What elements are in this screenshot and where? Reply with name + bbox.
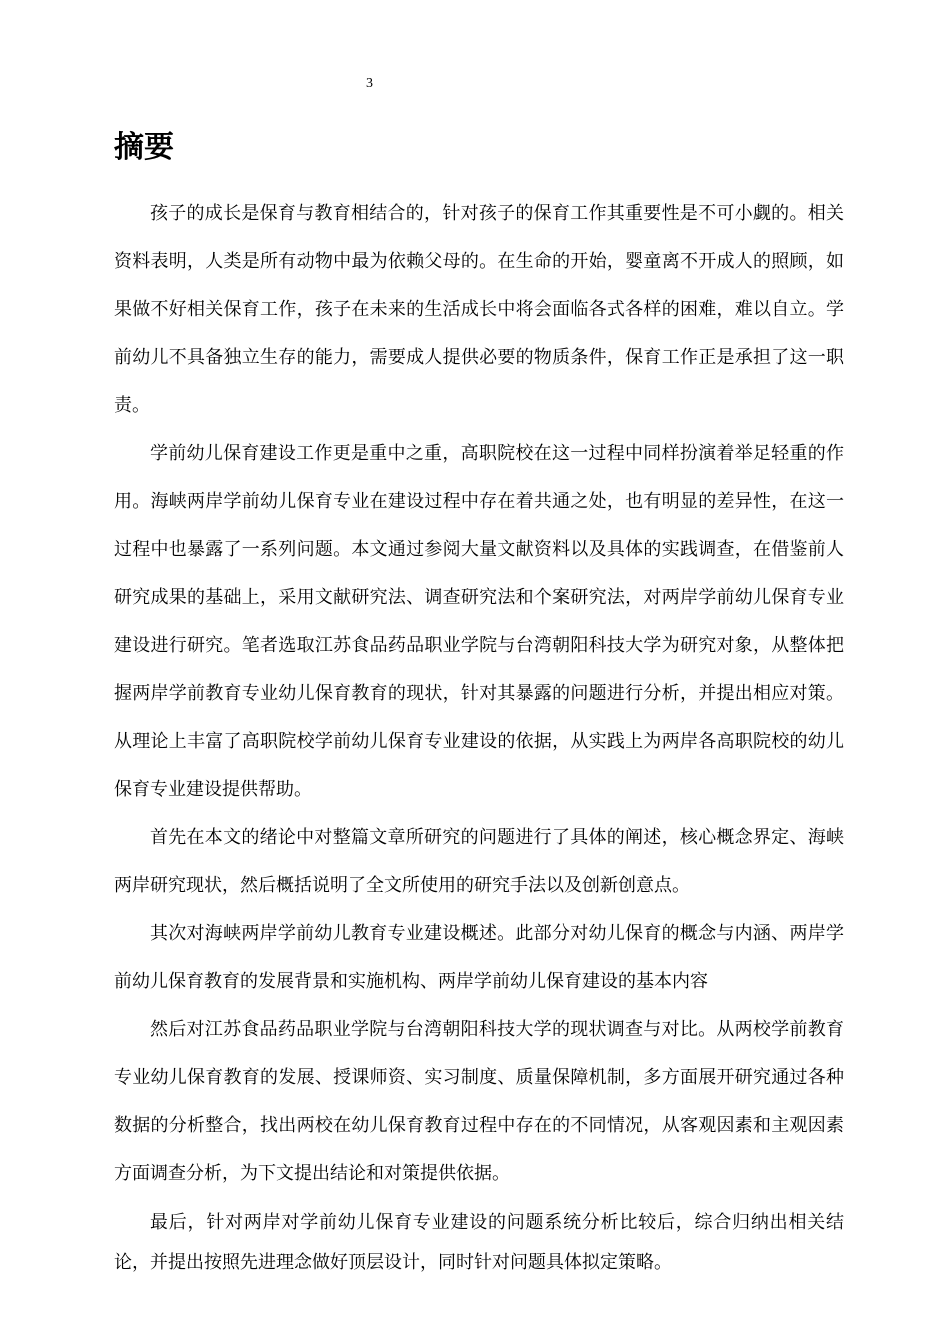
- paragraph-6: 最后，针对两岸对学前幼儿保育专业建设的问题系统分析比较后，综合归纳出相关结论，并提出按照先进理念做好顶层设计，同时针对问题具体拟定策略。: [114, 1212, 844, 1273]
- page-number: 3: [366, 76, 373, 91]
- paragraph-4: 其次对海峡两岸学前幼儿教育专业建设概述。此部分对幼儿保育的概念与内涵、两岸学前幼儿保育教育的发展背景和实施机构、两岸学前幼儿保育建设的基本内容: [114, 923, 844, 992]
- paragraph-1: 孩子的成长是保育与教育相结合的，针对孩子的保育工作其重要性是不可小觑的。相关资料表明，人类是所有动物中最为依赖父母的。在生命的开始，婴童离不开成人的照顾，如果做不好相关保育工作，孩子在未来的生活成长中将会面临各式各样的困难，难以自立。学前幼儿不具备独立生存的能力，需要成人提供必要的物质条件，保育工作正是承担了这一职责。: [114, 203, 844, 416]
- paragraph-2: 学前幼儿保育建设工作更是重中之重，高职院校在这一过程中同样扮演着举足轻重的作用。海峡两岸学前幼儿保育专业在建设过程中存在着共通之处，也有明显的差异性，在这一过程中也暴露了一系列问题。本文通过参阅大量文献资料以及具体的实践调查，在借鉴前人研究成果的基础上，采用文献研究法、调查研究法和个案研究法，对两岸学前幼儿保育专业建设进行研究。笔者选取江苏食品药品职业学院与台湾朝阳科技大学为研究对象，从整体把握两岸学前教育专业幼儿保育教育的现状，针对其暴露的问题进行分析，并提出相应对策。从理论上丰富了高职院校学前幼儿保育专业建设的依据，从实践上为两岸各高职院校的幼儿保育专业建设提供帮助。: [114, 443, 844, 800]
- paragraph-5: 然后对江苏食品药品职业学院与台湾朝阳科技大学的现状调查与对比。从两校学前教育专业幼儿保育教育的发展、授课师资、实习制度、质量保障机制，多方面展开研究通过各种数据的分析整合，找出两校在幼儿保育教育过程中存在的不同情况，从客观因素和主观因素方面调查分析，为下文提出结论和对策提供依据。: [114, 1019, 844, 1184]
- abstract-body: [114, 190, 844, 1283]
- page-title: 摘要: [114, 130, 174, 165]
- paragraph-3: 首先在本文的绪论中对整篇文章所研究的问题进行了具体的阐述，核心概念界定、海峡两岸研究现状，然后概括说明了全文所使用的研究手法以及创新创意点。: [114, 827, 844, 896]
